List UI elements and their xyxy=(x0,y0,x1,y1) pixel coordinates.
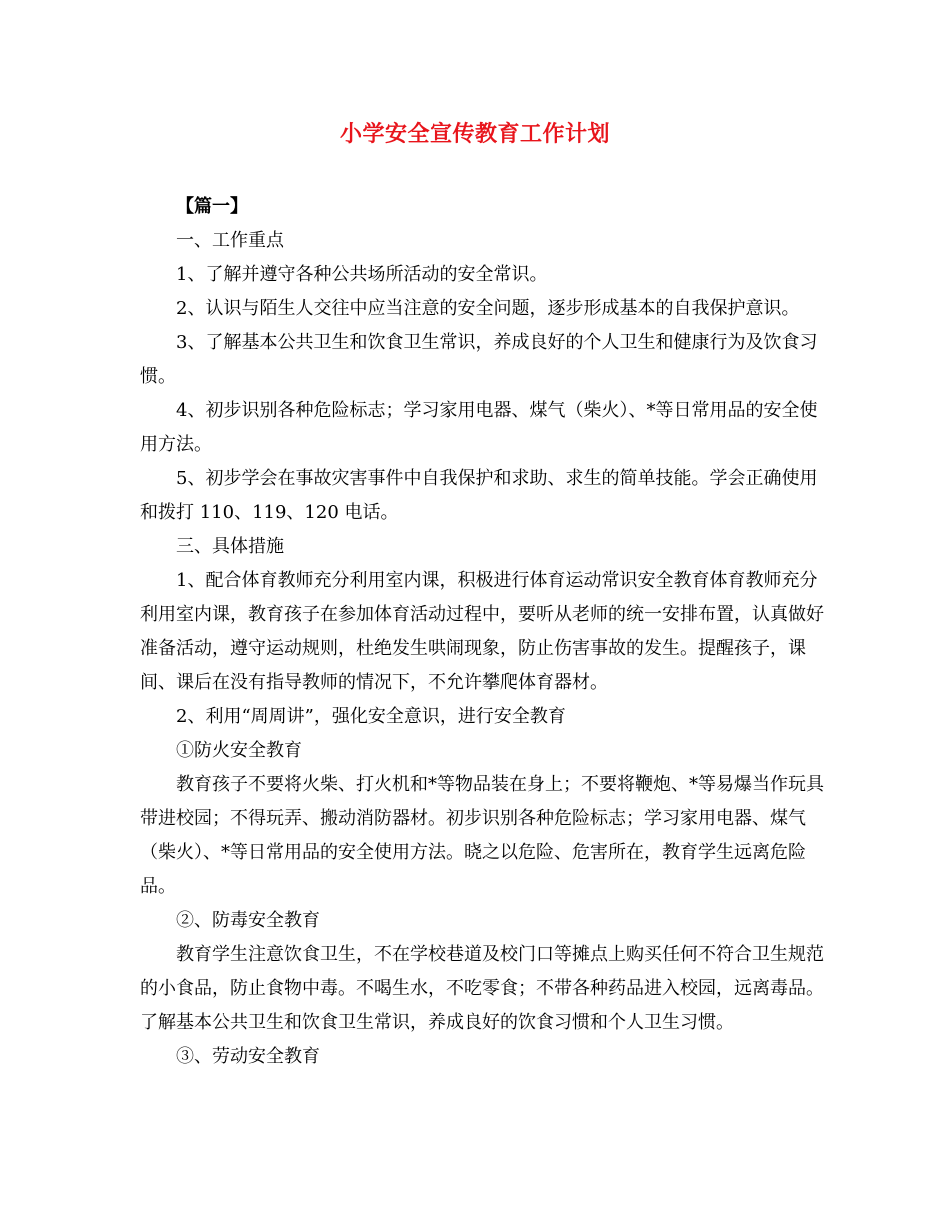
section-tag: 【篇一】 xyxy=(176,196,248,217)
paragraph: 1、配合体育教师充分利用室内课，积极进行体育运动常识安全教育体育教师充分利用室内课，教育孩子在参加体育活动过程中，要听从老师的统一安排布置，认真做好准备活动，遵守运动规则，杜绝发生哄闹现象，防止伤害事故的发生。提醒孩子，课间、课后在没有指导教师的情况下，不允许攀爬体育器材。 xyxy=(140,570,824,693)
paragraph: 2、认识与陌生人交往中应当注意的安全问题，逐步形成基本的自我保护意识。 xyxy=(176,298,800,319)
document-body xyxy=(140,190,830,1074)
section-heading: 三、具体措施 xyxy=(176,536,284,557)
paragraph: 2、利用“周周讲”，强化安全意识，进行安全教育 xyxy=(176,706,566,727)
section-heading: 一、工作重点 xyxy=(176,230,284,251)
paragraph: 教育学生注意饮食卫生，不在学校巷道及校门口等摊点上购买任何不符合卫生规范的小食品，防止食物中毒。不喝生水，不吃零食；不带各种药品进入校园，远离毒品。了解基本公共卫生和饮食卫生常识，养成良好的饮食习惯和个人卫生习惯。 xyxy=(140,944,824,1033)
subsection-heading: ①防火安全教育 xyxy=(176,740,302,761)
paragraph: 4、初步识别各种危险标志；学习家用电器、煤气（柴火）、*等日常用品的安全使用方法。 xyxy=(140,400,818,455)
subsection-heading: ②、防毒安全教育 xyxy=(176,910,320,931)
paragraph: 1、了解并遵守各种公共场所活动的安全常识。 xyxy=(176,264,548,285)
subsection-heading: ③、劳动安全教育 xyxy=(176,1046,320,1067)
document-title: 小学安全宣传教育工作计划 xyxy=(339,121,610,147)
paragraph: 教育孩子不要将火柴、打火机和*等物品装在身上；不要将鞭炮、*等易爆当作玩具带进校园；不得玩弄、搬动消防器材。初步识别各种危险标志；学习家用电器、煤气（柴火）、*等日常用品的安全使用方法。晓之以危险、危害所在，教育学生远离危险品。 xyxy=(140,774,824,897)
paragraph: 3、了解基本公共卫生和饮食卫生常识，养成良好的个人卫生和健康行为及饮食习惯。 xyxy=(140,332,818,387)
paragraph: 5、初步学会在事故灾害事件中自我保护和求助、求生的简单技能。学会正确使用和拨打 110、119、120 电话。 xyxy=(140,468,818,523)
